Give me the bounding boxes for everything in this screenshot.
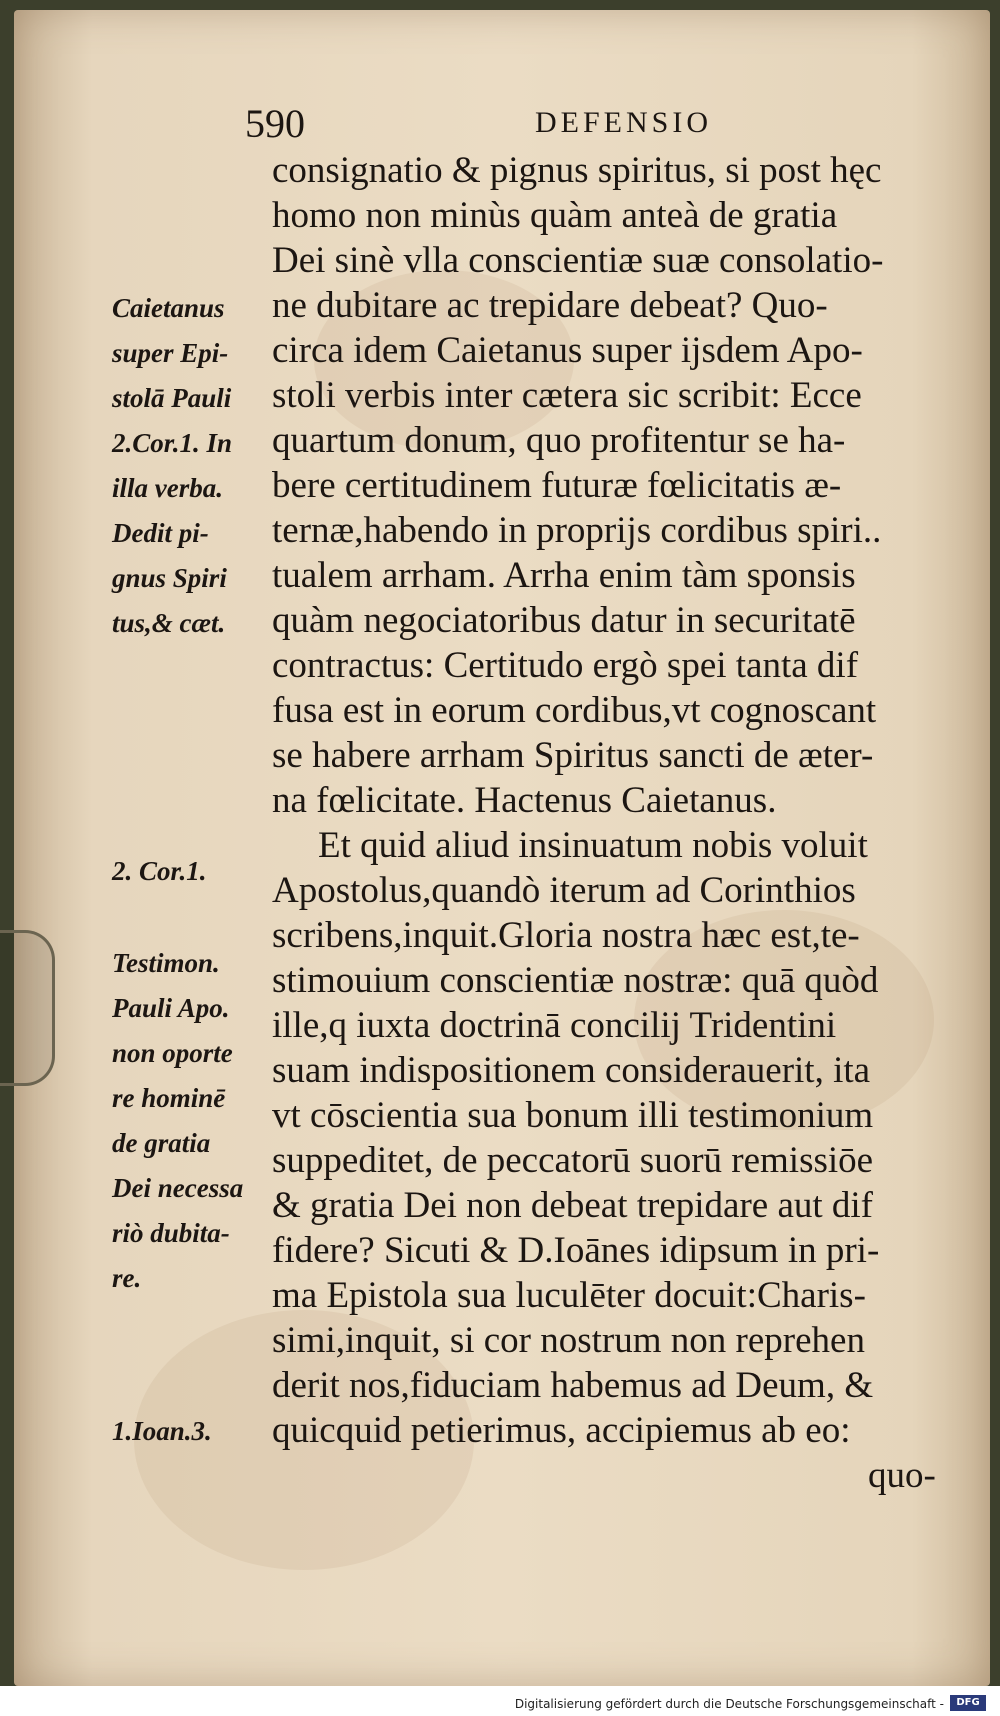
text-line: derit nos,fiduciam habemus ad Deum, & — [272, 1365, 874, 1406]
margin-note: Testimon. — [112, 948, 220, 978]
margin-note: 2.Cor.1. In — [112, 428, 233, 458]
margin-note: non oporte — [112, 1038, 233, 1068]
text-line: na fœlicitate. Hactenus Caietanus. — [272, 780, 777, 821]
page-header — [245, 100, 945, 148]
text-line: vt cōscientia sua bonum illi testimonium — [272, 1095, 874, 1136]
margin-note: 2. Cor.1. — [112, 856, 207, 886]
margin-note: 1.Ioan.3. — [112, 1416, 212, 1446]
text-line: suppeditet, de peccatorū suorū remissiōe — [272, 1140, 874, 1181]
margin-note: super Epi- — [112, 338, 229, 368]
margin-note: Dei necessa — [112, 1173, 244, 1203]
text-line: fidere? Sicuti & D.Ioānes idipsum in pri- — [272, 1230, 880, 1271]
margin-note: gnus Spiri — [112, 563, 227, 593]
margin-note: tus,& cæt. — [112, 608, 226, 638]
text-line: ternæ,habendo in proprijs cordibus spiri.. — [272, 510, 882, 551]
text-line: se habere arrham Spiritus sancti de æter- — [272, 735, 874, 776]
text-line: consignatio & pignus spiritus, si post hęc — [272, 150, 882, 191]
text-line: stimouium conscientiæ nostræ: quā quòd — [272, 960, 879, 1001]
running-title: DEFENSIO — [535, 106, 713, 139]
text-line: contractus: Certitudo ergò spei tanta dif — [272, 645, 859, 686]
text-line: Dei sinè vlla conscientiæ suæ consolatio- — [272, 240, 884, 281]
page-number: 590 — [245, 101, 305, 146]
text-line: tualem arrham. Arrha enim tàm sponsis — [272, 555, 856, 596]
text-line: bere certitudinem futuræ fœlicitatis æ- — [272, 465, 842, 506]
text-line: Apostolus,quandò iterum ad Corinthios — [272, 870, 856, 911]
margin-note: de gratia — [112, 1128, 211, 1158]
margin-note: re. — [112, 1263, 142, 1293]
text-line: suam indispositionem considerauerit, ita — [272, 1050, 871, 1091]
margin-note: Caietanus — [112, 293, 225, 323]
digitization-credit: Digitalisierung gefördert durch die Deutsche Forschungsgemeinschaft - — [514, 1697, 944, 1711]
margin-note: riò dubita- — [112, 1218, 230, 1248]
margin-note: re hominē — [112, 1083, 226, 1113]
text-line: scribens,inquit.Gloria nostra hæc est,te- — [272, 915, 860, 956]
text-line: quicquid petierimus, accipiemus ab eo: — [272, 1410, 851, 1451]
book-clasp — [0, 930, 55, 1086]
margin-note: Dedit pi- — [112, 518, 209, 548]
margin-note: illa verba. — [112, 473, 223, 503]
text-line: ille,q iuxta doctrinā concilij Tridentini — [272, 1005, 837, 1046]
text-line: quàm negociatoribus datur in securitatē — [272, 600, 856, 641]
text-line: circa idem Caietanus super ijsdem Apo- — [272, 330, 863, 371]
text-line: & gratia Dei non debeat trepidare aut dif — [272, 1185, 873, 1226]
text-line: simi,inquit, si cor nostrum non reprehen — [272, 1320, 865, 1361]
dfg-logo: DFG — [950, 1695, 986, 1711]
margin-note: Pauli Apo. — [112, 993, 230, 1023]
text-line: ne dubitare ac trepidare debeat? Quo- — [272, 285, 828, 326]
text-line: homo non minùs quàm anteà de gratia — [272, 195, 838, 236]
text-line: quartum donum, quo profitentur se ha- — [272, 420, 846, 461]
catchword: quo- — [868, 1455, 936, 1496]
text-line: Et quid aliud insinuatum nobis voluit — [318, 825, 868, 866]
text-line: stoli verbis inter cætera sic scribit: Ecce — [272, 375, 862, 416]
text-line: fusa est in eorum cordibus,vt cognoscant — [272, 690, 877, 731]
margin-note: stolā Pauli — [112, 383, 232, 413]
text-line: ma Epistola sua luculēter docuit:Charis- — [272, 1275, 866, 1316]
